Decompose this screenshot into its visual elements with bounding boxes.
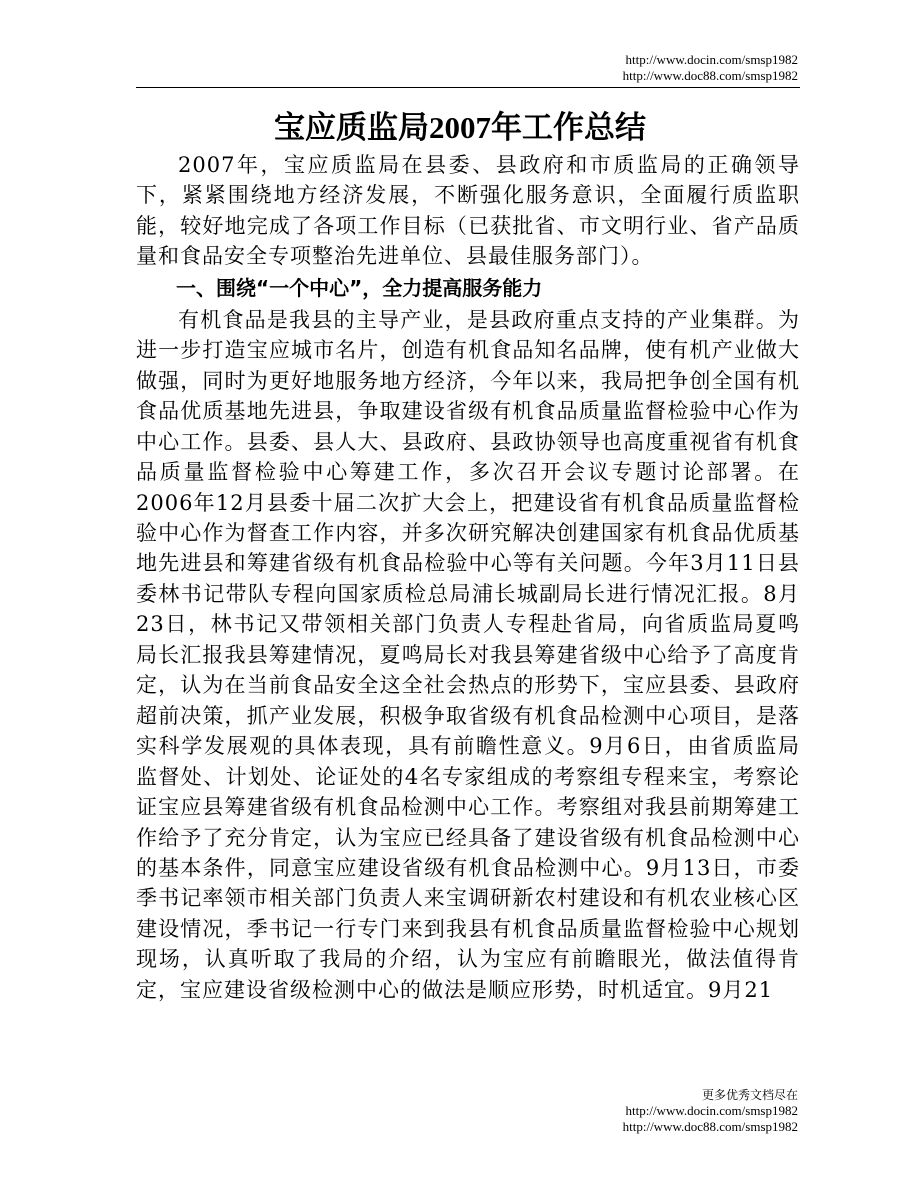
- header-link-doc88[interactable]: http://www.doc88.com/smsp1982: [622, 68, 798, 83]
- footer-link-doc88[interactable]: http://www.doc88.com/smsp1982: [622, 1119, 798, 1134]
- document-title: 宝应质监局2007年工作总结: [274, 110, 646, 145]
- header-links: [623, 52, 798, 84]
- footer-links: [623, 1087, 798, 1135]
- section-paragraph: 有机食品是我县的主导产业，是县政府重点支持的产业集群。为进一步打造宝应城市名片，创造有机食品知名品牌，使有机产业做大做强，同时为更好地服务地方经济，今年以来，我局把争创全国有机食品优质基地先进县，争取建设省级有机食品质量监督检验中心作为中心工作。县委、县人大、县政府、县政协领导也高度重视省有机食品质量监督检验中心筹建工作，多次召开会议专题讨论部署。在2006年12月县委十届二次扩大会上，把建设省有机食品质量监督检验中心作为督查工作内容，并多次研究解决创建国家有机食品优质基地先进县和筹建省级有机食品检验中心等有关问题。今年3月11日县委林书记带队专程向国家质检总局浦长城副局长进行情况汇报。8月23日，林书记又带领相关部门负责人专程赴省局，向省质监局夏鸣局长汇报我县筹建情况，夏鸣局长对我县筹建省级中心给予了高度肯定，认为在当前食品安全这全社会热点的形势下，宝应县委、县政府超前决策，抓产业发展，积极争取省级有机食品检测中心项目，是落实科学发展观的具体表现，具有前瞻性意义。9月6日，由省质监局监督处、计划处、论证处的4名专家组成的考察组专程来宝，考察论证宝应县筹建省级有机食品检测中心工作。考察组对我县前期筹建工作给予了充分肯定，认为宝应已经具备了建设省级有机食品检测中心的基本条件，同意宝应建设省级有机食品检测中心。9月13日，市委季书记率领市相关部门负责人来宝调研新农村建设和有机农业核心区建设情况，季书记一行专门来到我县有机食品质量监督检验中心规划现场，认真听取了我局的介绍，认为宝应有前瞻眼光，做法值得肯定，宝应建设省级检测中心的做法是顺应形势，时机适宜。9月21: [136, 307, 800, 1002]
- header-link-docin[interactable]: http://www.docin.com/smsp1982: [625, 52, 798, 67]
- footer-tagline: 更多优秀文档尽在: [701, 1088, 798, 1102]
- section-heading: 一、围绕“一个中心”，全力提高服务能力: [176, 275, 543, 300]
- footer-link-docin[interactable]: http://www.docin.com/smsp1982: [625, 1103, 798, 1118]
- header-divider: [136, 87, 800, 88]
- intro-paragraph: 2007年，宝应质监局在县委、县政府和市质监局的正确领导下，紧紧围绕地方经济发展，不断强化服务意识，全面履行质监职能，较好地完成了各项工作目标（已获批省、市文明行业、省产品质量和食品安全专项整治先进单位、县最佳服务部门）。: [136, 153, 800, 269]
- document-body: [136, 150, 800, 1005]
